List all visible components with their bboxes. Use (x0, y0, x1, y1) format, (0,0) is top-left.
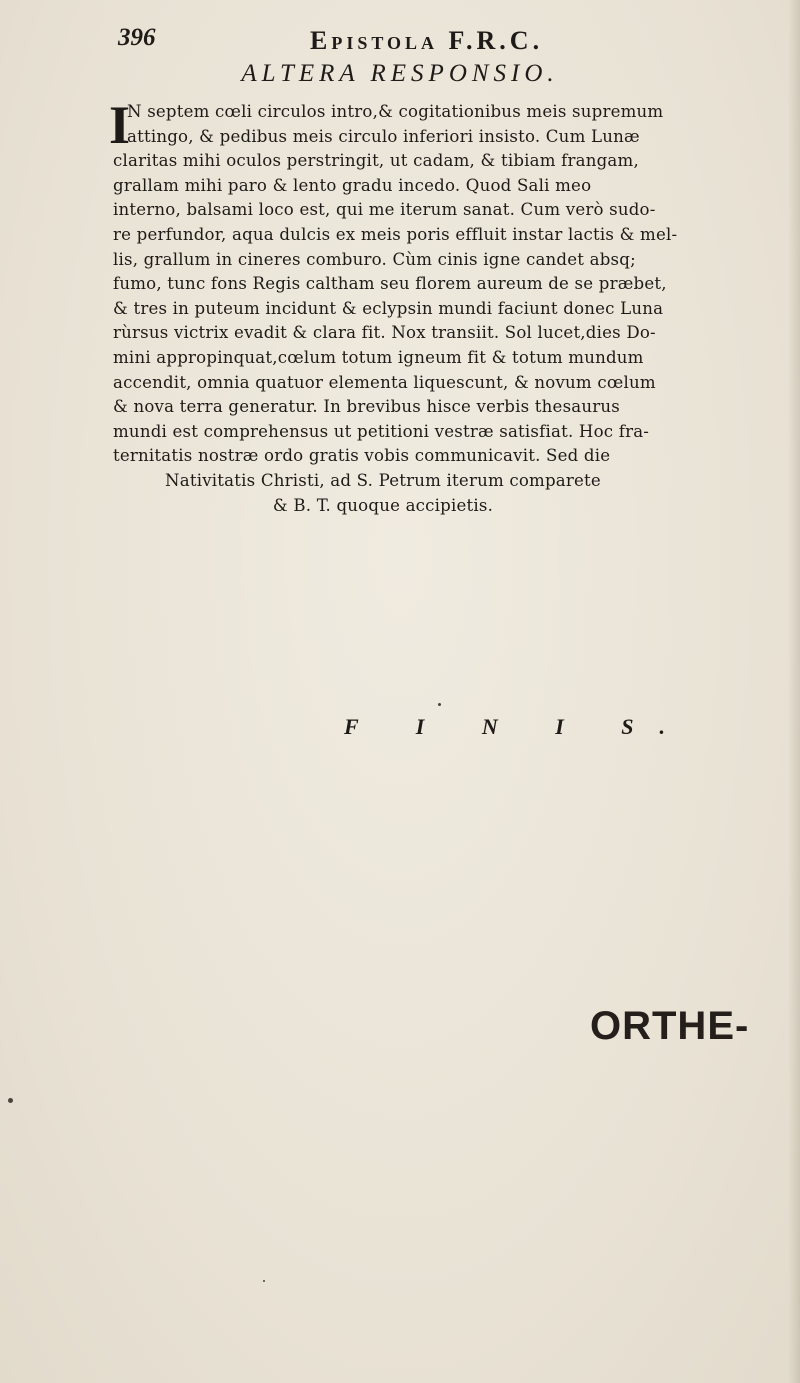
text-line: & B. T. quoque accipietis. (272, 495, 494, 515)
text-line: & tres in puteum incidunt & eclypsin mundi faciunt donec Luna (113, 298, 664, 318)
paper-speck (438, 703, 441, 706)
text-line: grallam mihi paro & lento gradu incedo. Quod Sali meo (113, 175, 592, 195)
text-line: re perfundor, aqua dulcis ex meis poris effluit instar lactis & mel- (113, 224, 678, 244)
text-line: ternitatis nostræ ordo gratis vobis communicavit. Sed die (113, 446, 611, 466)
running-head (118, 20, 758, 60)
body-text (109, 95, 785, 518)
text-line: accendit, omnia quatuor elementa liquescunt, & novum cœlum (113, 372, 656, 392)
text-line: lis, grallum in cineres comburo. Cùm cinis igne candet absq; (113, 249, 636, 269)
finis-mark: F I N I S. (344, 714, 692, 739)
text-line: fumo, tunc fons Regis caltham seu florem aureum de se præbet, (113, 274, 667, 294)
section-title: ALTERA RESPONSIO. (241, 60, 559, 87)
text-line: claritas mihi oculos perstringit, ut cadam, & tibiam frangam, (113, 151, 639, 171)
text-line: N septem cœli circulos intro,& cogitationibus meis supremum (127, 102, 664, 121)
text-line: rùrsus victrix evadit & clara fit. Nox transiit. Sol lucet,dies Do- (113, 323, 656, 343)
paper-speck (263, 1280, 265, 1282)
text-line: mundi est comprehensus ut petitioni vestræ satisfiat. Hoc fra- (113, 421, 650, 441)
paper-speck (8, 1098, 13, 1103)
text-line: & nova terra generatur. In brevibus hisce verbis thesaurus (113, 397, 620, 417)
text-line: mini appropinquat,cœlum totum igneum fit & totum mundum (113, 347, 644, 367)
running-title: Epistola F.R.C. (310, 26, 544, 55)
catchword: ORTHE- (590, 1004, 750, 1048)
page-number: 396 (118, 24, 156, 51)
text-line: Nativitatis Christi, ad S. Petrum iterum comparete (165, 470, 601, 490)
text-line: interno, balsami loco est, qui me iterum sanat. Cum verò sudo- (113, 200, 656, 220)
drop-cap: I (109, 95, 131, 155)
text-line: attingo, & pedibus meis circulo inferiori insisto. Cum Lunæ (127, 126, 640, 146)
